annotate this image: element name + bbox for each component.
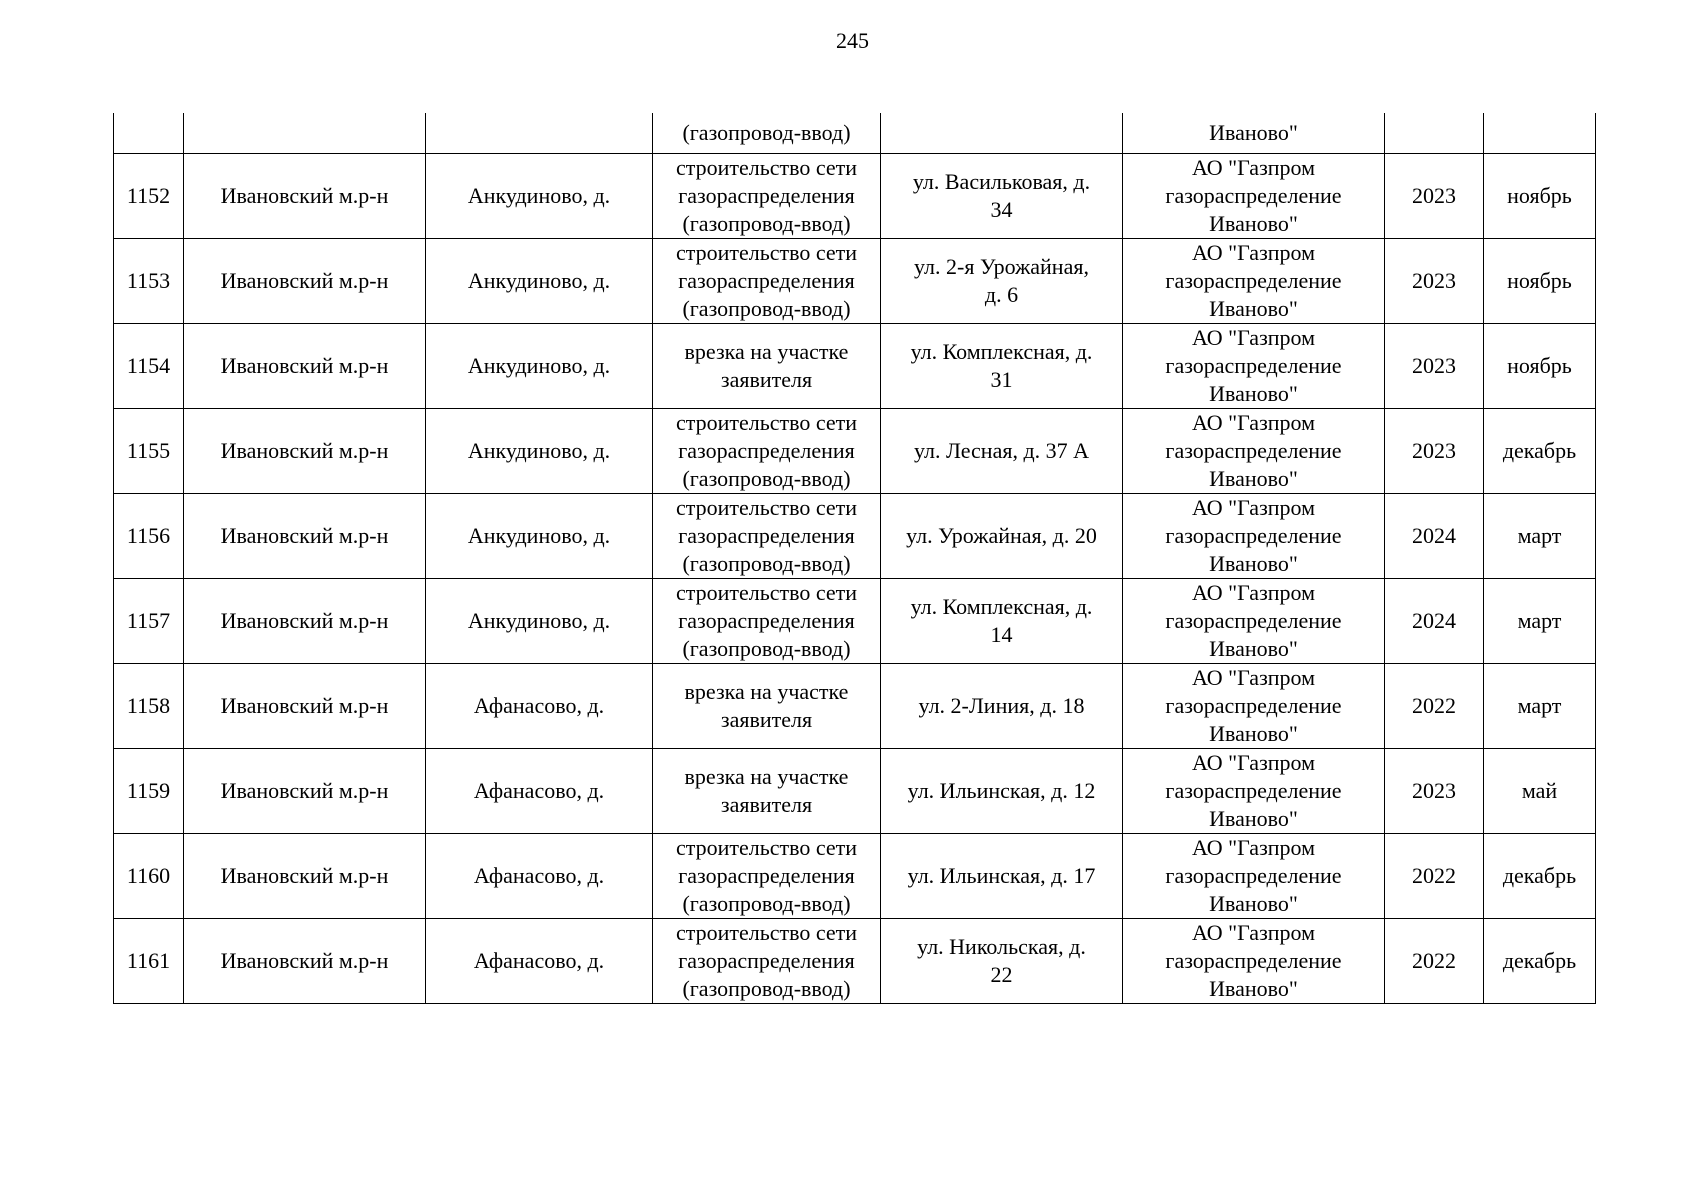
cell-organization-line: Иваново": [1209, 380, 1298, 406]
cell-address-line: д. 6: [984, 281, 1019, 307]
cell-district: Ивановский м.р-н: [184, 918, 426, 1003]
cell-work: [653, 113, 881, 153]
cell-organization: [1123, 578, 1385, 663]
cell-district: Ивановский м.р-н: [184, 238, 426, 323]
cell-address-line: 31: [990, 366, 1013, 392]
cell-work-line: (газопровод-ввод): [682, 295, 851, 321]
cell-organization-line: газораспределение: [1165, 522, 1342, 548]
cell-address-line: ул. Ильинская, д. 17: [907, 862, 1096, 888]
cell-year: 2024: [1385, 578, 1484, 663]
cell-work: [653, 663, 881, 748]
cell-work-line: (газопровод-ввод): [682, 975, 851, 1001]
cell-district: Ивановский м.р-н: [184, 408, 426, 493]
cell-address-line: 14: [990, 621, 1013, 647]
cell-organization-line: Иваново": [1209, 635, 1298, 661]
cell-num: 1159: [114, 748, 184, 833]
cell-work: [653, 323, 881, 408]
cell-work-line: (газопровод-ввод): [682, 119, 851, 145]
cell-year: 2023: [1385, 748, 1484, 833]
cell-organization: [1123, 238, 1385, 323]
cell-num: 1161: [114, 918, 184, 1003]
cell-organization: [1123, 113, 1385, 153]
cell-district: Ивановский м.р-н: [184, 578, 426, 663]
cell-month: декабрь: [1484, 918, 1596, 1003]
cell-settlement: [426, 113, 653, 153]
table-row: [114, 833, 1596, 918]
cell-work-line: врезка на участке: [684, 763, 849, 789]
cell-work-line: строительство сети: [675, 494, 858, 520]
cell-work-line: заявителя: [720, 791, 813, 817]
cell-organization-line: АО "Газпром: [1191, 664, 1316, 690]
cell-work-line: газораспределения: [678, 267, 855, 293]
table-row: [114, 493, 1596, 578]
cell-month: ноябрь: [1484, 323, 1596, 408]
cell-address-line: 22: [990, 961, 1013, 987]
cell-work-line: газораспределения: [678, 862, 855, 888]
cell-month: май: [1484, 748, 1596, 833]
table-row: [114, 238, 1596, 323]
cell-year: 2023: [1385, 153, 1484, 238]
cell-settlement: Анкудиново, д.: [426, 493, 653, 578]
cell-month: март: [1484, 578, 1596, 663]
cell-month: ноябрь: [1484, 238, 1596, 323]
cell-work-line: газораспределения: [678, 182, 855, 208]
cell-month: декабрь: [1484, 408, 1596, 493]
cell-address-line: ул. Лесная, д. 37 А: [913, 437, 1090, 463]
cell-organization-line: АО "Газпром: [1191, 749, 1316, 775]
cell-organization-line: газораспределение: [1165, 692, 1342, 718]
cell-year: 2023: [1385, 408, 1484, 493]
cell-organization: [1123, 153, 1385, 238]
cell-work: [653, 238, 881, 323]
cell-settlement: Афанасово, д.: [426, 748, 653, 833]
cell-organization-line: АО "Газпром: [1191, 494, 1316, 520]
cell-work-line: (газопровод-ввод): [682, 465, 851, 491]
cell-year: 2023: [1385, 238, 1484, 323]
cell-num: 1153: [114, 238, 184, 323]
cell-organization-line: газораспределение: [1165, 352, 1342, 378]
cell-work-line: газораспределения: [678, 947, 855, 973]
cell-num: 1158: [114, 663, 184, 748]
cell-work: [653, 493, 881, 578]
cell-organization-line: Иваново": [1209, 890, 1298, 916]
cell-work: [653, 748, 881, 833]
cell-work: [653, 153, 881, 238]
cell-work-line: (газопровод-ввод): [682, 890, 851, 916]
cell-settlement: Анкудиново, д.: [426, 323, 653, 408]
cell-address: [881, 323, 1123, 408]
cell-address-line: ул. 2-я Урожайная,: [914, 253, 1089, 279]
cell-organization-line: газораспределение: [1165, 947, 1342, 973]
cell-work-line: (газопровод-ввод): [682, 550, 851, 576]
cell-organization-line: Иваново": [1209, 465, 1298, 491]
cell-settlement: Анкудиново, д.: [426, 238, 653, 323]
cell-work-line: строительство сети: [675, 239, 858, 265]
cell-organization: [1123, 663, 1385, 748]
cell-organization-line: газораспределение: [1165, 267, 1342, 293]
cell-month: март: [1484, 663, 1596, 748]
cell-work-line: строительство сети: [675, 919, 858, 945]
cell-month: декабрь: [1484, 833, 1596, 918]
table-row: [114, 918, 1596, 1003]
cell-month: март: [1484, 493, 1596, 578]
cell-organization: [1123, 408, 1385, 493]
cell-month: ноябрь: [1484, 153, 1596, 238]
cell-num: [114, 113, 184, 153]
page-number: 245: [836, 28, 869, 53]
cell-organization-line: газораспределение: [1165, 607, 1342, 633]
cell-district: Ивановский м.р-н: [184, 663, 426, 748]
cell-month: [1484, 113, 1596, 153]
cell-year: 2024: [1385, 493, 1484, 578]
cell-organization: [1123, 748, 1385, 833]
cell-organization: [1123, 493, 1385, 578]
cell-year: 2022: [1385, 918, 1484, 1003]
cell-organization-line: АО "Газпром: [1191, 919, 1316, 945]
cell-organization-line: АО "Газпром: [1191, 239, 1316, 265]
cell-organization-line: АО "Газпром: [1191, 324, 1316, 350]
cell-organization: [1123, 323, 1385, 408]
cell-organization-line: газораспределение: [1165, 437, 1342, 463]
cell-work-line: (газопровод-ввод): [682, 210, 851, 236]
cell-organization-line: АО "Газпром: [1191, 409, 1316, 435]
gasification-plan-table: [113, 113, 1596, 1004]
cell-work: [653, 918, 881, 1003]
cell-address: [881, 493, 1123, 578]
cell-settlement: Анкудиново, д.: [426, 153, 653, 238]
cell-num: 1152: [114, 153, 184, 238]
cell-district: Ивановский м.р-н: [184, 833, 426, 918]
cell-year: 2023: [1385, 323, 1484, 408]
cell-work-line: врезка на участке: [684, 678, 849, 704]
table-row: [114, 663, 1596, 748]
cell-organization-line: Иваново": [1209, 720, 1298, 746]
cell-settlement: Афанасово, д.: [426, 663, 653, 748]
cell-address: [881, 748, 1123, 833]
cell-address-line: ул. Никольская, д.: [917, 933, 1086, 959]
cell-district: Ивановский м.р-н: [184, 748, 426, 833]
cell-address-line: ул. Васильковая, д.: [912, 168, 1091, 194]
cell-address: [881, 578, 1123, 663]
cell-organization-line: газораспределение: [1165, 182, 1342, 208]
cell-organization-line: Иваново": [1209, 805, 1298, 831]
cell-address-line: ул. Комплексная, д.: [910, 593, 1093, 619]
cell-work: [653, 578, 881, 663]
cell-work: [653, 408, 881, 493]
cell-district: Ивановский м.р-н: [184, 493, 426, 578]
cell-organization-line: Иваново": [1209, 295, 1298, 321]
cell-organization-line: Иваново": [1209, 550, 1298, 576]
cell-organization: [1123, 833, 1385, 918]
cell-address-line: 34: [990, 196, 1013, 222]
cell-address: [881, 153, 1123, 238]
cell-organization-line: Иваново": [1209, 210, 1298, 236]
cell-work-line: строительство сети: [675, 579, 858, 605]
cell-num: 1154: [114, 323, 184, 408]
cell-settlement: Анкудиново, д.: [426, 578, 653, 663]
cell-num: 1155: [114, 408, 184, 493]
cell-district: Ивановский м.р-н: [184, 153, 426, 238]
cell-organization: [1123, 918, 1385, 1003]
cell-work-line: заявителя: [720, 366, 813, 392]
cell-address-line: ул. Ильинская, д. 12: [907, 777, 1096, 803]
cell-year: 2022: [1385, 833, 1484, 918]
cell-address: [881, 113, 1123, 153]
cell-work-line: строительство сети: [675, 409, 858, 435]
cell-district: [184, 113, 426, 153]
cell-organization-line: АО "Газпром: [1191, 579, 1316, 605]
continuation-row: [114, 113, 1596, 153]
cell-district: Ивановский м.р-н: [184, 323, 426, 408]
cell-num: 1157: [114, 578, 184, 663]
cell-work: [653, 833, 881, 918]
cell-num: 1156: [114, 493, 184, 578]
cell-organization-line: газораспределение: [1165, 862, 1342, 888]
cell-organization-line: Иваново": [1209, 119, 1298, 145]
cell-work-line: газораспределения: [678, 607, 855, 633]
cell-settlement: Афанасово, д.: [426, 833, 653, 918]
table-row: [114, 408, 1596, 493]
table-row: [114, 323, 1596, 408]
cell-year: [1385, 113, 1484, 153]
table-body: [114, 113, 1596, 1003]
cell-address: [881, 408, 1123, 493]
cell-work-line: строительство сети: [675, 834, 858, 860]
cell-organization-line: АО "Газпром: [1191, 834, 1316, 860]
cell-address-line: ул. Урожайная, д. 20: [906, 522, 1097, 548]
cell-organization-line: АО "Газпром: [1191, 154, 1316, 180]
table-row: [114, 153, 1596, 238]
table-row: [114, 578, 1596, 663]
cell-address: [881, 238, 1123, 323]
cell-year: 2022: [1385, 663, 1484, 748]
cell-work-line: газораспределения: [678, 437, 855, 463]
cell-work-line: заявителя: [720, 706, 813, 732]
cell-work-line: газораспределения: [678, 522, 855, 548]
cell-settlement: Анкудиново, д.: [426, 408, 653, 493]
cell-num: 1160: [114, 833, 184, 918]
cell-address: [881, 918, 1123, 1003]
cell-work-line: (газопровод-ввод): [682, 635, 851, 661]
cell-settlement: Афанасово, д.: [426, 918, 653, 1003]
cell-address-line: ул. 2-Линия, д. 18: [918, 692, 1085, 718]
table-row: [114, 748, 1596, 833]
cell-work-line: строительство сети: [675, 154, 858, 180]
cell-organization-line: газораспределение: [1165, 777, 1342, 803]
cell-organization-line: Иваново": [1209, 975, 1298, 1001]
cell-address-line: ул. Комплексная, д.: [910, 338, 1093, 364]
cell-address: [881, 663, 1123, 748]
cell-address: [881, 833, 1123, 918]
cell-work-line: врезка на участке: [684, 338, 849, 364]
